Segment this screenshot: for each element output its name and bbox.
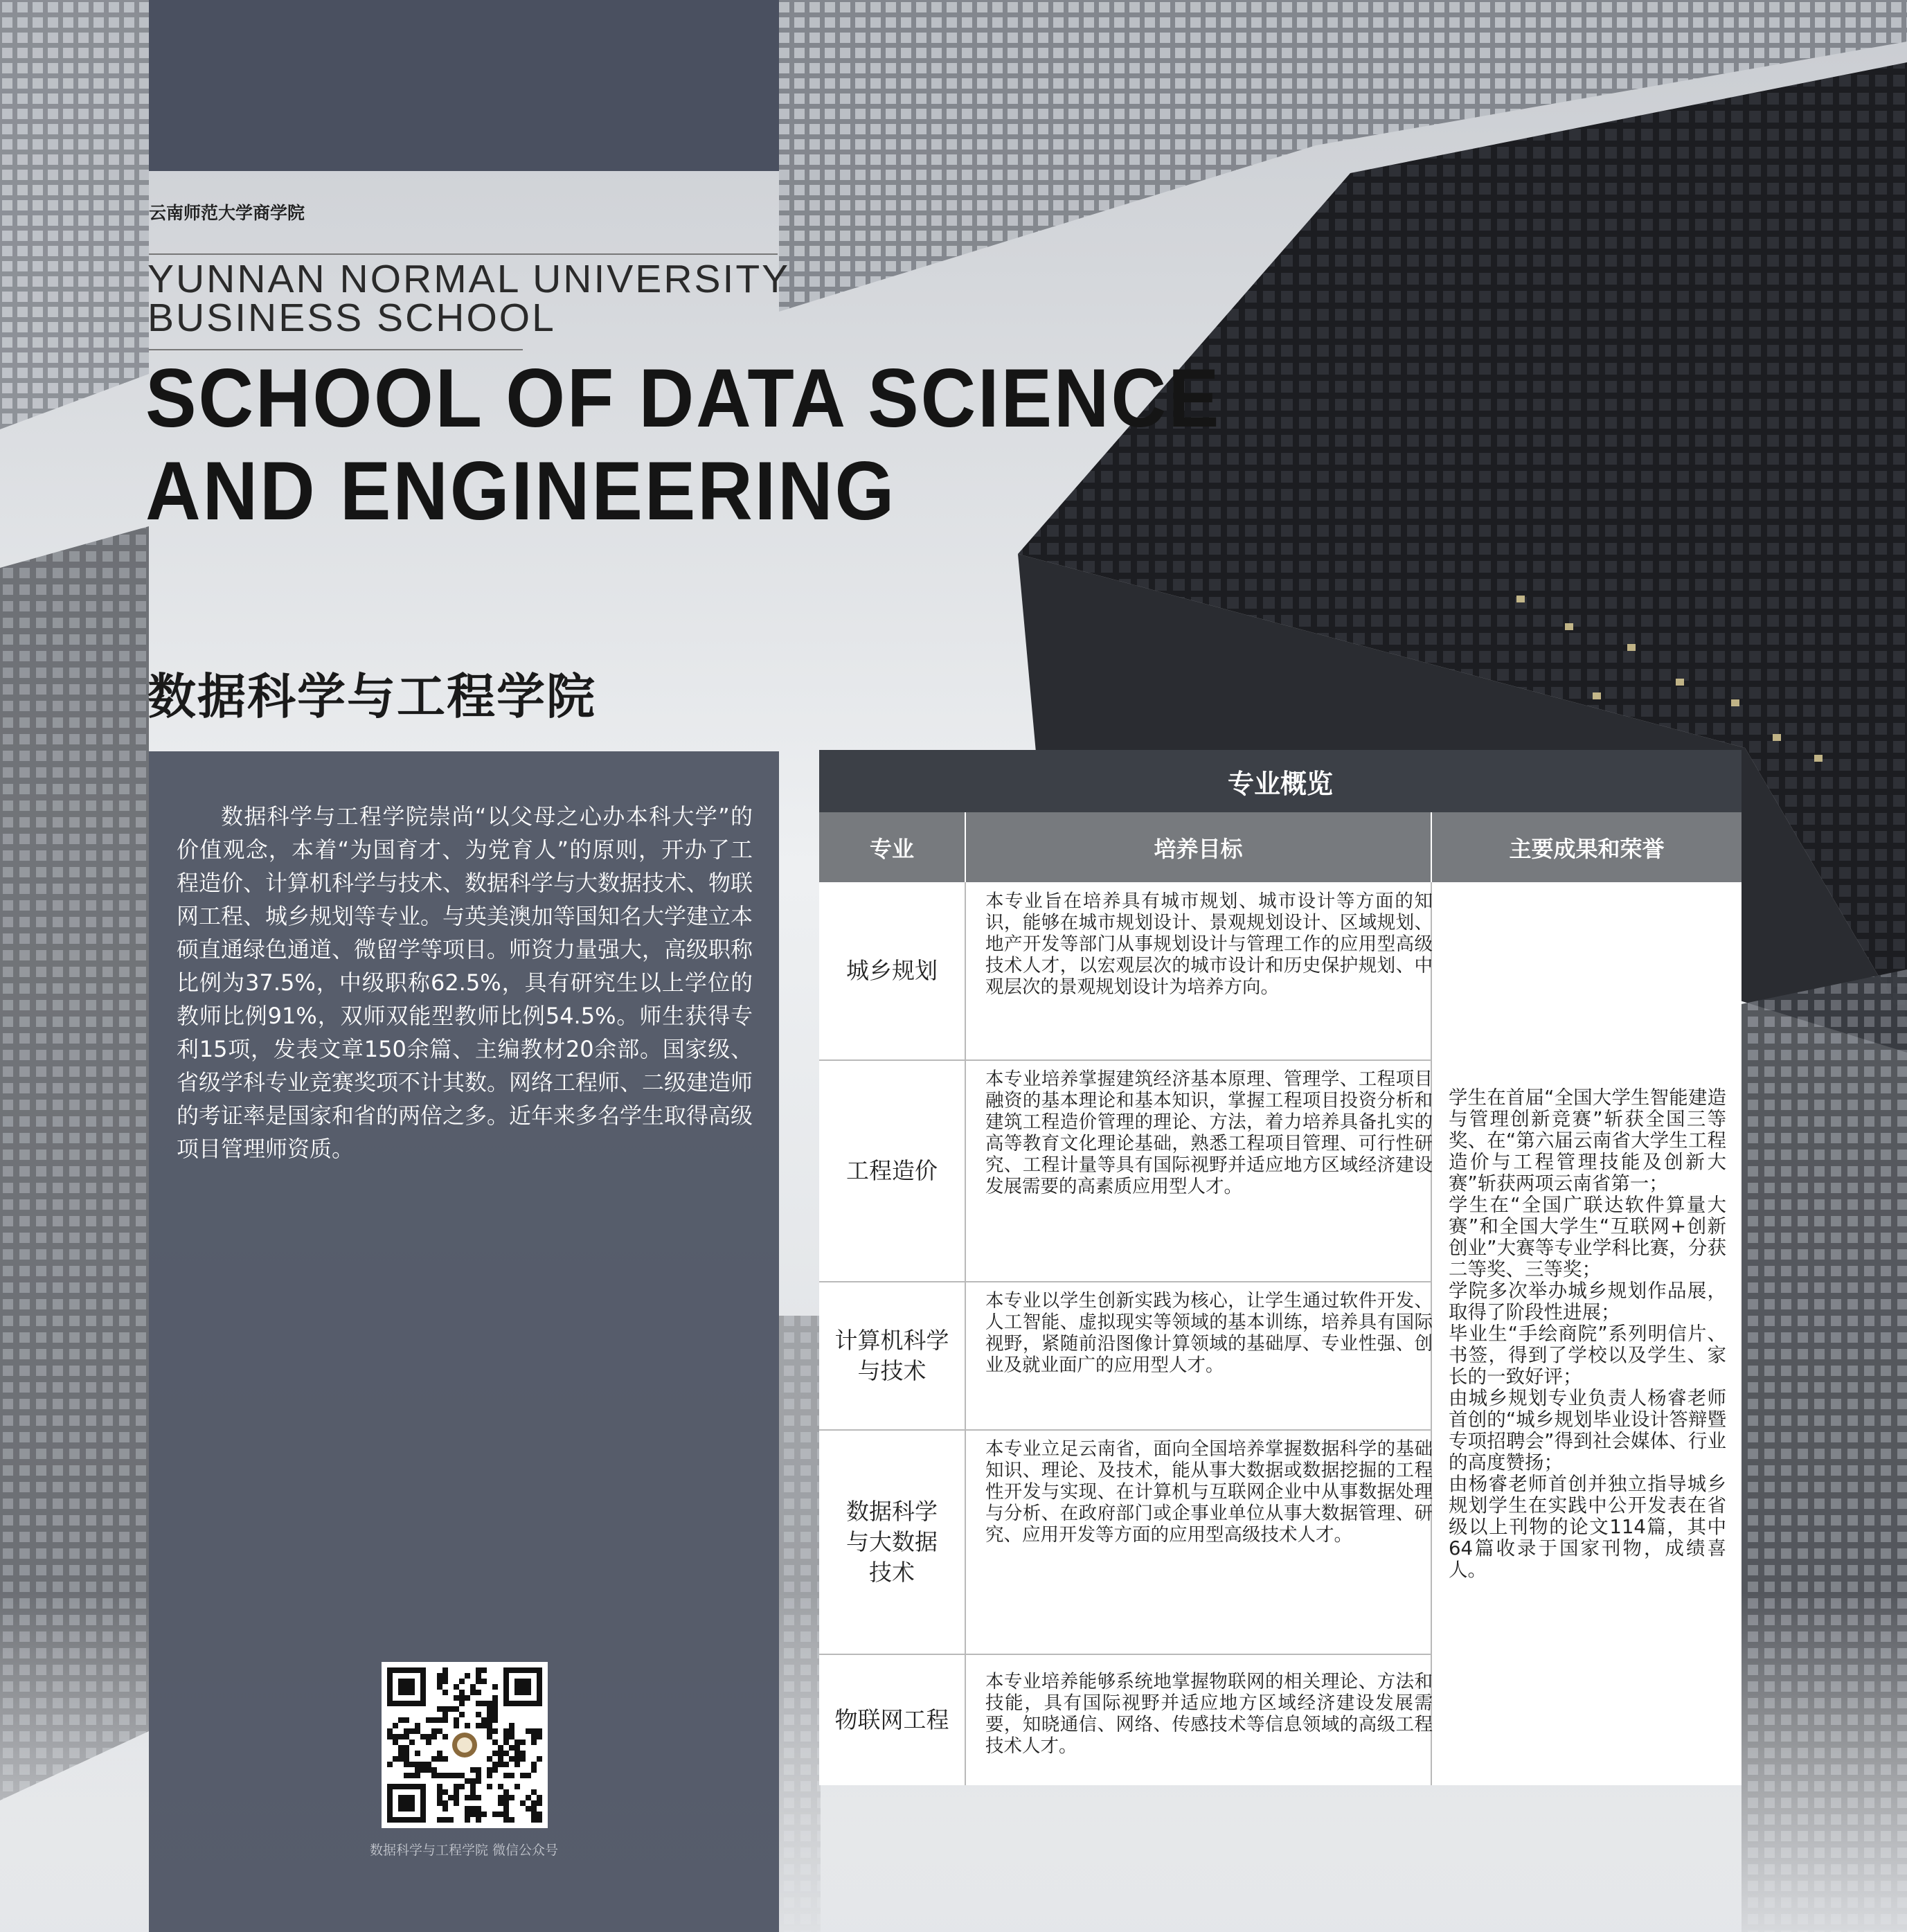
honor-item: 学生在首届“全国大学生智能建造与管理创新竞赛”斩获全国三等奖、在“第六届云南省大学生工程造价与工程管理技能及创新大赛”斩获两项云南省第一； [1449, 1086, 1726, 1195]
table-title-bar [819, 750, 1742, 812]
top-color-block [149, 0, 779, 171]
major-name: 城乡规划 [846, 957, 938, 984]
school-name-cn: 云南师范大学商学院 [149, 203, 305, 223]
honor-item: 毕业生“手绘商院”系列明信片、书签，得到了学校以及学生、家长的一致好评； [1449, 1322, 1726, 1388]
honors-list [1432, 1087, 1742, 1581]
honor-item: 由城乡规划专业负责人杨睿老师首创的“城乡规划毕业设计答辩暨专项招聘会”得到社会媒体、行业的高度赞扬； [1449, 1386, 1726, 1474]
honor-item: 学院多次举办城乡规划作品展，取得了阶段性进展； [1449, 1279, 1726, 1323]
university-line-2: BUSINESS SCHOOL [147, 296, 556, 340]
university-line-1: YUNNAN NORMAL UNIVERSITY [147, 257, 791, 301]
honor-item: 由杨睿老师首创并独立指导城乡规划学生在实践中公开发表在省级以上刊物的论文114篇，其中64篇收录于国家刊物，成绩喜人。 [1449, 1472, 1726, 1581]
title-line-1: SCHOOL OF DATA SCIENCE [145, 352, 1221, 445]
majors-table [819, 750, 1742, 1785]
major-name: 数据科学与大数据技术 [846, 1498, 938, 1586]
intro-paragraph: 数据科学与工程学院崇尚“以父母之心办本科大学”的价值观念，本着“为国育才、为党育人”的原则，开办了工程造价、计算机科学与技术、数据科学与大数据技术、物联网工程、城乡规划等专业。与英美澳加等国知名大学建立本硕直通绿色通道、微留学等项目。师资力量强大，高级职称比例为37.5%，中级职称62.5%，具有研究生以上学位的教师比例91%，双师双能型教师比例54.5%。师生获得专利15项，发表文章150余篇、主编教材20余部。国家级、省级学科专业竞赛奖项不计其数。网络工程师、二级建造师的考证率是国家和省的两倍之多。近年来多名学生取得高级项目管理师资质。 [177, 803, 753, 1162]
major-goal: 本专业立足云南省，面向全国培养掌握数据科学的基础知识、理论、及技术，能从事大数据或数据挖掘的工程性开发与实现、在计算机与互联网企业中从事数据处理与分析、在政府部门或企事业单位从事大数据管理、研究、应用开发等方面的应用型高级技术人才。 [985, 1438, 1433, 1546]
honor-item: 学生在“全国广联达软件算量大赛”和全国大学生“互联网+创新创业”大赛等专业学科比赛，分获二等奖、三等奖； [1449, 1193, 1726, 1280]
qr-caption: 数据科学与工程学院 微信公众号 [369, 1843, 559, 1858]
major-goal: 本专业培养能够系统地掌握物联网的相关理论、方法和技能，具有国际视野并适应地方区域经济建设发展需要，知晓通信、网络、传感技术等信息领域的高级工程技术人才。 [985, 1671, 1433, 1757]
column-header-honors: 主要成果和荣誉 [1432, 812, 1742, 882]
divider-bottom [149, 349, 523, 350]
major-name: 工程造价 [846, 1157, 938, 1184]
qr-code [382, 1662, 548, 1828]
column-header-major: 专业 [819, 812, 965, 882]
page-title-cn: 数据科学与工程学院 [147, 668, 596, 725]
intro-panel [149, 751, 779, 1932]
grid-line [965, 882, 966, 1785]
major-name: 物联网工程 [834, 1706, 949, 1733]
page-title-en [145, 352, 1221, 537]
table-title: 专业概览 [1227, 768, 1333, 799]
honors-cell [1432, 882, 1742, 1785]
column-header-goal: 培养目标 [966, 812, 1431, 882]
title-line-2: AND ENGINEERING [145, 445, 897, 537]
divider-top [149, 253, 778, 255]
major-goal: 本专业以学生创新实践为核心，让学生通过软件开发、人工智能、虚拟现实等领域的基本训练，培养具有国际视野，紧随前沿图像计算领域的基础厚、专业性强、创业及就业面广的应用型人才。 [985, 1290, 1433, 1376]
major-goal: 本专业培养掌握建筑经济基本原理、管理学、工程项目融资的基本理论和基本知识，掌握工程项目投资分析和建筑工程造价管理的理论、方法，着力培养具备扎实的高等教育文化理论基础，熟悉工程项目管理、可行性研究、工程计量等具有国际视野并适应地方区域经济建设发展需要的高素质应用型人才。 [985, 1068, 1433, 1197]
university-name-en [147, 257, 791, 340]
major-goal: 本专业旨在培养具有城市规划、城市设计等方面的知识，能够在城市规划设计、景观规划设计、区域规划、地产开发等部门从事规划设计与管理工作的应用型高级技术人才，以宏观层次的城市设计和历史保护规划、中观层次的景观规划设计为培养方向。 [985, 891, 1433, 998]
major-name: 计算机科学与技术 [834, 1327, 949, 1384]
qr-code-icon [382, 1662, 548, 1828]
